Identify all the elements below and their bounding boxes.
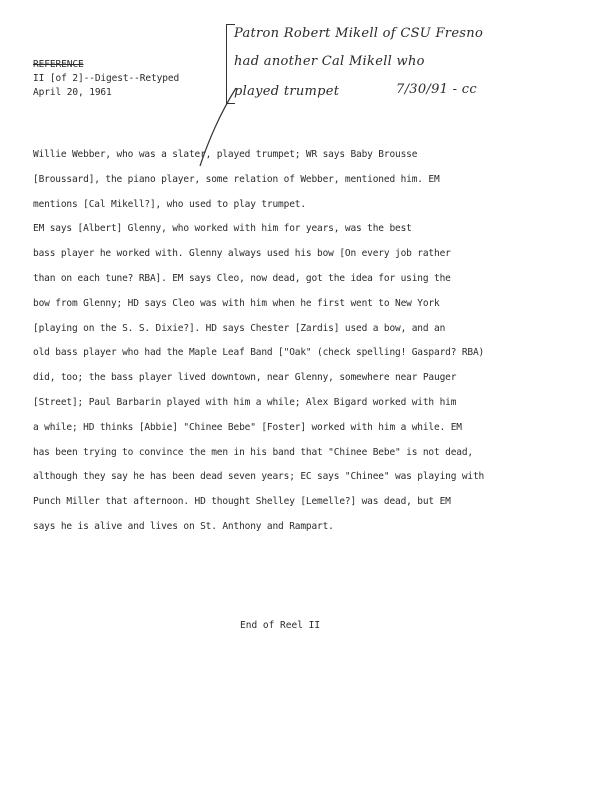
handwritten-annotation	[226, 22, 526, 110]
body-line: Punch Miller that afternoon. HD thought Shelley [Lemelle?] was dead, but EM	[33, 496, 451, 508]
body-line: EM says [Albert] Glenny, who worked with him for years, was the best	[33, 223, 412, 235]
body-line: than on each tune? RBA]. EM says Cleo, now dead, got the idea for using the	[33, 272, 451, 284]
header-reference-line: REFERENCE	[33, 59, 84, 70]
annotation-line-3a: played trumpet	[234, 84, 340, 99]
body-line: says he is alive and lives on St. Anthony and Rampart.	[33, 520, 334, 532]
body-line: although they say he has been dead seven years; EC says "Chinee" was playing with	[33, 471, 485, 483]
body-line: [playing on the S. S. Dixie?]. HD says Chester [Zardis] used a bow, and an	[33, 322, 446, 334]
body-line: did, too; the bass player lived downtown, near Glenny, somewhere near Pauger	[33, 372, 457, 384]
annotation-line-3b: 7/30/91 - cc	[396, 82, 477, 97]
body-line: a while; HD thinks [Abbie] "Chinee Bebe" [Foster] worked with him a while. EM	[33, 421, 462, 433]
body-line: old bass player who had the Maple Leaf Band ["Oak" (check spelling! Gaspard? RBA)	[33, 347, 485, 359]
body-line: Willie Webber, who was a slater, played trumpet; WR says Baby Brousse	[33, 149, 418, 160]
document-body	[33, 143, 533, 540]
body-line: bow from Glenny; HD says Cleo was with him when he first went to New York	[33, 297, 440, 309]
body-line: bass player he worked with. Glenny always used his bow [On every job rather	[33, 248, 451, 260]
end-of-reel-text: End of Reel II	[240, 620, 321, 631]
annotation-line-2: had another Cal Mikell who	[234, 54, 425, 69]
header-reel-line: II [of 2]--Digest--Retyped	[33, 73, 180, 84]
body-line: has been trying to convince the men in his band that "Chinee Bebe" is not dead,	[33, 446, 473, 458]
body-line: mentions [Cal Mikell?], who used to play trumpet.	[33, 198, 306, 210]
document-header	[33, 58, 179, 100]
annotation-line-1: Patron Robert Mikell of CSU Fresno	[234, 26, 484, 41]
body-line: [Street]; Paul Barbarin played with him a while; Alex Bigard worked with him	[33, 396, 457, 408]
body-line: [Broussard], the piano player, some relation of Webber, mentioned him. EM	[33, 173, 440, 185]
header-date-line: April 20, 1961	[33, 87, 112, 98]
